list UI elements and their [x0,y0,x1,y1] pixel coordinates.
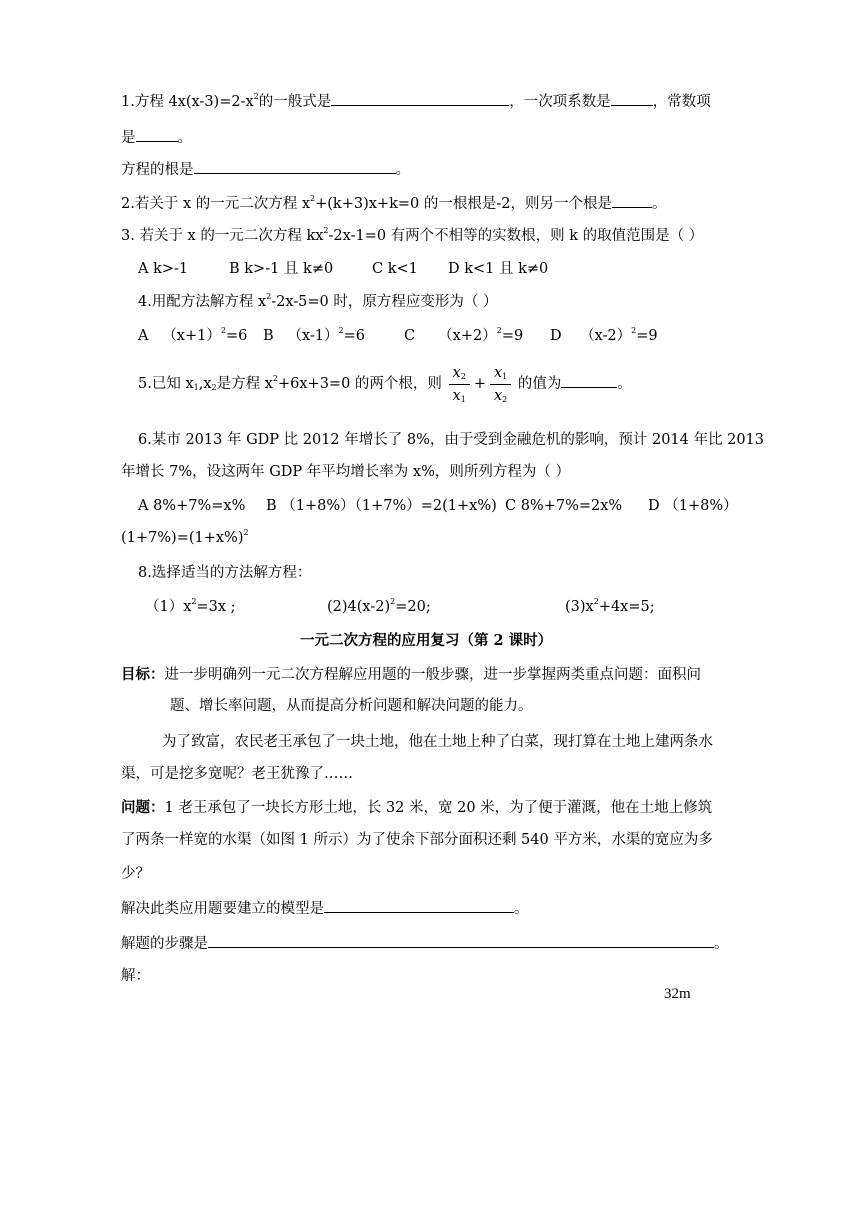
q8-p2-exponent: 2 [390,597,396,606]
q4-text-2: -2x-5=0 时，原方程应变形为（ ） [271,294,498,310]
q8-p1-text: （1）x [145,599,192,615]
q5-exponent: 2 [272,374,278,383]
goal-label: 目标： [121,666,165,683]
option-expr: （x+1） [162,328,221,344]
frac-den: x [452,387,461,404]
option-exponent: 2 [496,326,502,335]
problem-line-1 [121,798,712,818]
frac-den-sub: 2 [502,394,508,404]
plus-sign: + [473,376,486,392]
q5-subscript-2: 2 [211,383,217,392]
q8-part-3 [565,597,655,617]
question-1-line-3 [121,158,410,180]
q8-p1-text-2: =3x ; [196,599,236,615]
answer-blank-linear-coef[interactable] [611,90,653,106]
model-line [121,897,529,919]
goal-text: 进一步明确列一元二次方程解应用题的一般步骤，进一步掌握两类重点问题：面积问 [164,667,701,683]
q1-text-general-form: 的一般式是 [258,94,332,110]
q5-text-4: 的值为 [517,376,562,392]
section-title: 一元二次方程的应用复习（第 2 课时） [300,632,553,649]
q4-option-c[interactable] [404,326,523,346]
problem-label: 问题： [121,799,165,816]
q3-option-c[interactable]: C k<1 [372,261,418,277]
frac-num: x [493,364,503,381]
q1-text: 1.方程 4x(x-3)=2-x [121,94,254,110]
intro-line-1: 为了致富，农民老王承包了一块土地，他在土地上种了白菜，现打算在土地上建两条水 [162,734,713,750]
q3-option-b[interactable]: B k>-1 且 k≠0 [229,261,334,277]
fraction-x2-over-x1 [449,362,470,407]
answer-blank-steps[interactable] [208,932,714,948]
q5-period: 。 [617,376,632,392]
q3-option-a[interactable]: A k>-1 [138,261,189,277]
option-exponent: 2 [338,326,344,335]
model-period: 。 [514,901,529,917]
q4-option-a[interactable] [138,326,247,346]
q1-text-roots: 方程的根是 [121,162,194,178]
q3-text-2: -2x-1=0 有两个不相等的实数根，则 k 的取值范围是（ ） [328,228,704,244]
q6-option-a[interactable]: A 8%+7%=x% [138,498,246,514]
option-letter: B [263,328,274,344]
problem-line-3: 少？ [121,866,150,882]
q8-p3-text-2: +4x=5; [598,599,655,615]
steps-period: 。 [714,936,729,952]
option-exponent: 2 [631,326,637,335]
model-text: 解决此类应用题要建立的模型是 [121,901,324,917]
q8-p2-text: (2)4(x-2) [327,599,391,615]
option-rhs: =6 [343,328,366,344]
question-2 [121,192,666,214]
option-rhs: =6 [225,328,248,344]
q5-text-2: 是方程 x [216,376,273,392]
q3-option-d[interactable]: D k<1 且 k≠0 [448,261,549,277]
answer-blank-value[interactable] [561,372,617,388]
answer-blank-constant[interactable] [136,126,178,142]
question-5 [138,360,632,408]
option-letter: D [550,328,562,344]
q4-text: 4.用配方法解方程 x [138,294,267,310]
q8-p1-exponent: 2 [191,597,197,606]
q6-option-d[interactable]: D （1+8%） [648,498,738,514]
goal-line-2: 题、增长率问题，从而提高分析问题和解决问题的能力。 [170,698,533,714]
q4-option-d[interactable] [550,326,658,346]
q1-text-linear-coef: ，一次项系数是 [509,94,611,110]
steps-line [121,932,729,954]
q6-option-c[interactable]: C 8%+7%=2x% [505,498,623,514]
answer-blank-model[interactable] [324,897,514,913]
q8-part-2 [327,597,431,617]
q5-subscript-1: 1 [193,383,199,392]
frac-num-sub: 2 [460,371,466,381]
option-expr: （x-1） [287,328,339,344]
q1-period: 。 [177,130,192,146]
q6-option-b[interactable]: B （1+8%）（1+7%）=2(1+x%) [266,498,497,514]
option-rhs: =9 [636,328,658,344]
q2-period: 。 [651,196,667,212]
question-3 [121,226,703,246]
question-1-line-1 [121,90,711,112]
q2-text: 2.若关于 x 的一元二次方程 x [121,196,311,212]
question-8: 8.选择适当的方法解方程： [138,565,312,581]
intro-line-2: 渠，可是挖多宽呢？老王犹豫了…… [121,766,353,782]
problem-text: 1 老王承包了一块长方形土地，长 32 米，宽 20 米，为了便于灌溉，他在土地上修筑 [164,800,713,816]
steps-text: 解题的步骤是 [121,936,208,952]
option-exponent: 2 [220,326,226,335]
question-1-line-2 [121,126,192,148]
frac-den: x [493,387,503,404]
q3-exponent: 2 [323,226,329,235]
option-letter: A [138,328,149,344]
option-letter: C [404,328,416,344]
q1-period-2: 。 [395,162,410,178]
question-6-line-1: 6.某市 2013 年 GDP 比 2012 年增长了 8%，由于受到金融危机的影响，预计 2014 年比 2013 [138,432,764,448]
q8-p3-exponent: 2 [593,597,599,606]
q8-part-1 [145,597,236,617]
q6-option-d-rest: (1+7%)=(1+x%) [121,530,244,546]
option-expr: （x+2） [438,328,497,344]
q6-option-d-continued [121,528,249,548]
option-expr: （x-2） [580,328,632,344]
q4-exponent: 2 [266,292,272,301]
q8-p3-text: (3)x [565,599,594,615]
solution-label: 解： [121,968,150,984]
q3-text: 3. 若关于 x 的一元二次方程 kx [121,228,324,244]
answer-blank-general-form[interactable] [331,90,509,106]
q1-text-constant: ，常数项 [652,94,711,110]
question-6-line-2: 年增长 7%，设这两年 GDP 年平均增长率为 x%，则所列方程为（ ） [121,464,570,480]
q4-option-b[interactable] [263,326,365,346]
q2-text-2: +(k+3)x+k=0 的一根根是-2，则另一个根是 [315,196,612,212]
q6-exponent: 2 [243,528,249,537]
q8-p2-text-2: =20; [395,599,431,615]
question-4 [138,292,497,312]
answer-blank-roots[interactable] [194,158,396,174]
answer-blank-other-root[interactable] [612,192,652,208]
q2-exponent: 2 [310,194,316,203]
fraction-x1-over-x2 [490,362,511,407]
goal-line-1 [121,665,701,685]
q5-text: 5.已知 x [138,376,194,392]
problem-line-2: 了两条一样宽的水渠（如图 1 所示）为了使余下部分面积还剩 540 平方米，水渠的宽应为多 [121,832,713,848]
frac-num: x [452,364,461,381]
option-rhs: =9 [501,328,524,344]
q1-exponent: 2 [253,92,259,101]
frac-num-sub: 1 [502,371,508,381]
q5-text-3: +6x+3=0 的两个根，则 [278,376,442,392]
frac-den-sub: 1 [460,394,466,404]
figure-length-label: 32m [664,986,691,1002]
q1-text-is: 是 [121,130,136,146]
q5-text-x2: ,x [198,376,212,392]
